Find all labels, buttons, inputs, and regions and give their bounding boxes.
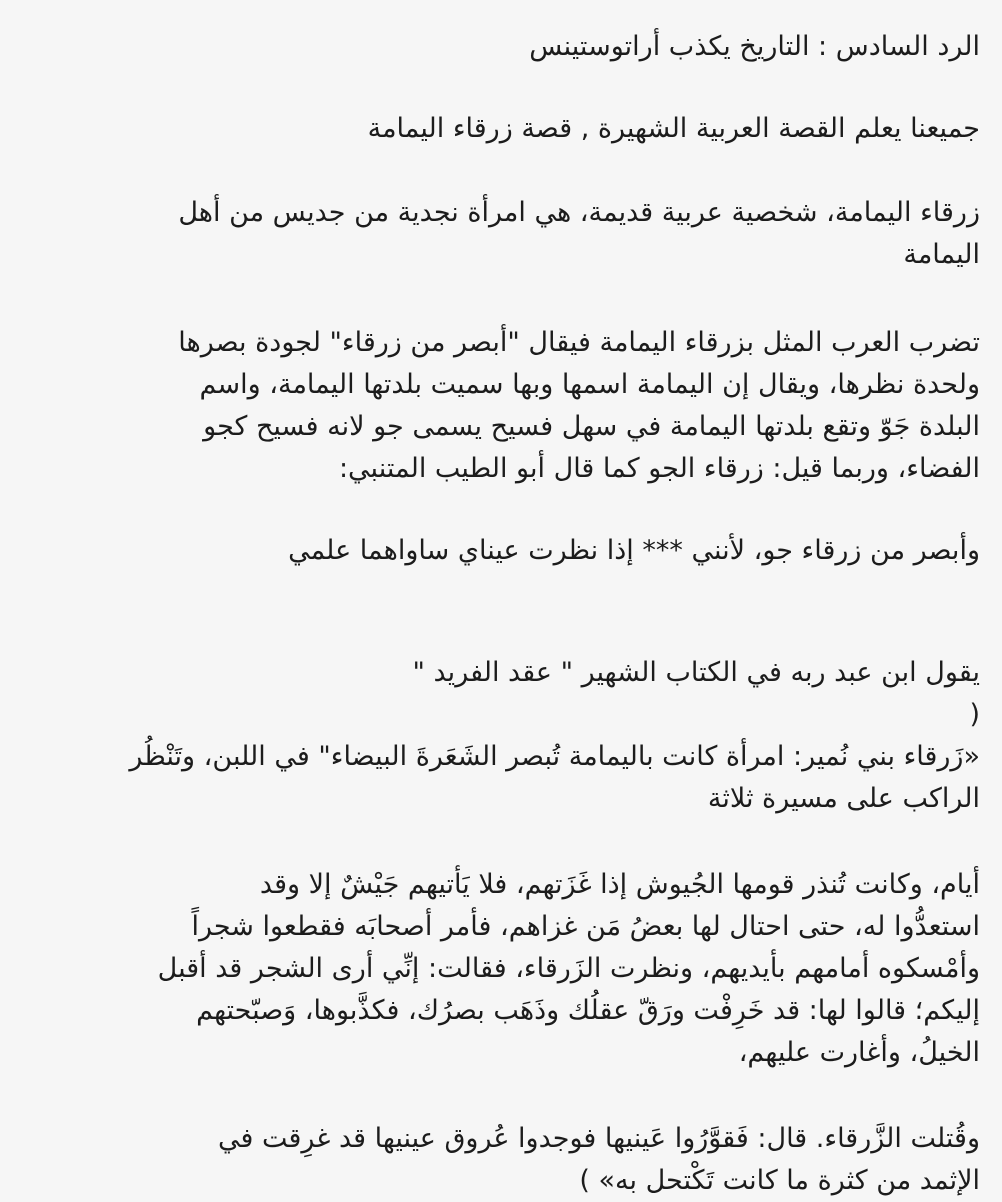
- definition-paragraph: زرقاء اليمامة، شخصية عربية قديمة، هي امرأة نجدية من جديس من أهل اليمامة: [178, 197, 980, 270]
- quote-intro-paragraph: يقول ابن عبد ربه في الكتاب الشهير " عقد الفريد " ( «زَرقاء بني نُمير: امرأة كانت باليمامة تُبصر الشَعَرةَ البيضاء" في اللبن، وتَنْظُر الراكب على مسيرة ثلاثة: [129, 657, 980, 814]
- intro-paragraph: جميعنا يعلم القصة العربية الشهيرة , قصة زرقاء اليمامة: [367, 113, 980, 144]
- poem-line: وأبصر من زرقاء جو، لأنني *** إذا نظرت عيناي ساواهما علمي: [288, 535, 980, 566]
- quote-body-paragraph: أيام، وكانت تُنذر قومها الجُيوش إذا غَزَتهم، فلا يَأتيهم جَيْشٌ إلا وقد استعدُّوا له، حتى احتال لها بعضُ مَن غزاهم، فأمر أصحابَه فقطعوا شجراً وأمْسكوه أمامهم بأيديهم، ونظرت الزَرقاء، فقالت: إنِّي أرى الشجر قد أقبل إليكم؛ قالوا لها: قد خَرِفْت ورَقّ عقلُك وذَهَب بصرُك، فكذَّبوها، وَصبّحتهم الخيلُ، وأغارت عليهم،: [157, 869, 980, 1068]
- proverb-paragraph: تضرب العرب المثل بزرقاء اليمامة فيقال "أبصر من زرقاء" لجودة بصرها ولحدة نظرها، ويقال إن اليمامة اسمها وبها سميت بلدتها اليمامة، واسم البلدة جَوّ وتقع بلدتها اليمامة في سهل فسيح يسمى جو لانه فسيح كجو الفضاء، وربما قيل: زرقاء الجو كما قال أبو الطيب المتنبي:: [178, 327, 980, 484]
- quote-end-paragraph: وقُتلت الزَّرقاء. قال: فَقوَّرُوا عَينيها فوجدوا عُروق عينيها قد غرِقت في الإثمد من كثرة ما كانت تَكْتحل به» ): [217, 1123, 980, 1196]
- document-heading: الرد السادس : التاريخ يكذب أراتوستينس: [529, 31, 980, 62]
